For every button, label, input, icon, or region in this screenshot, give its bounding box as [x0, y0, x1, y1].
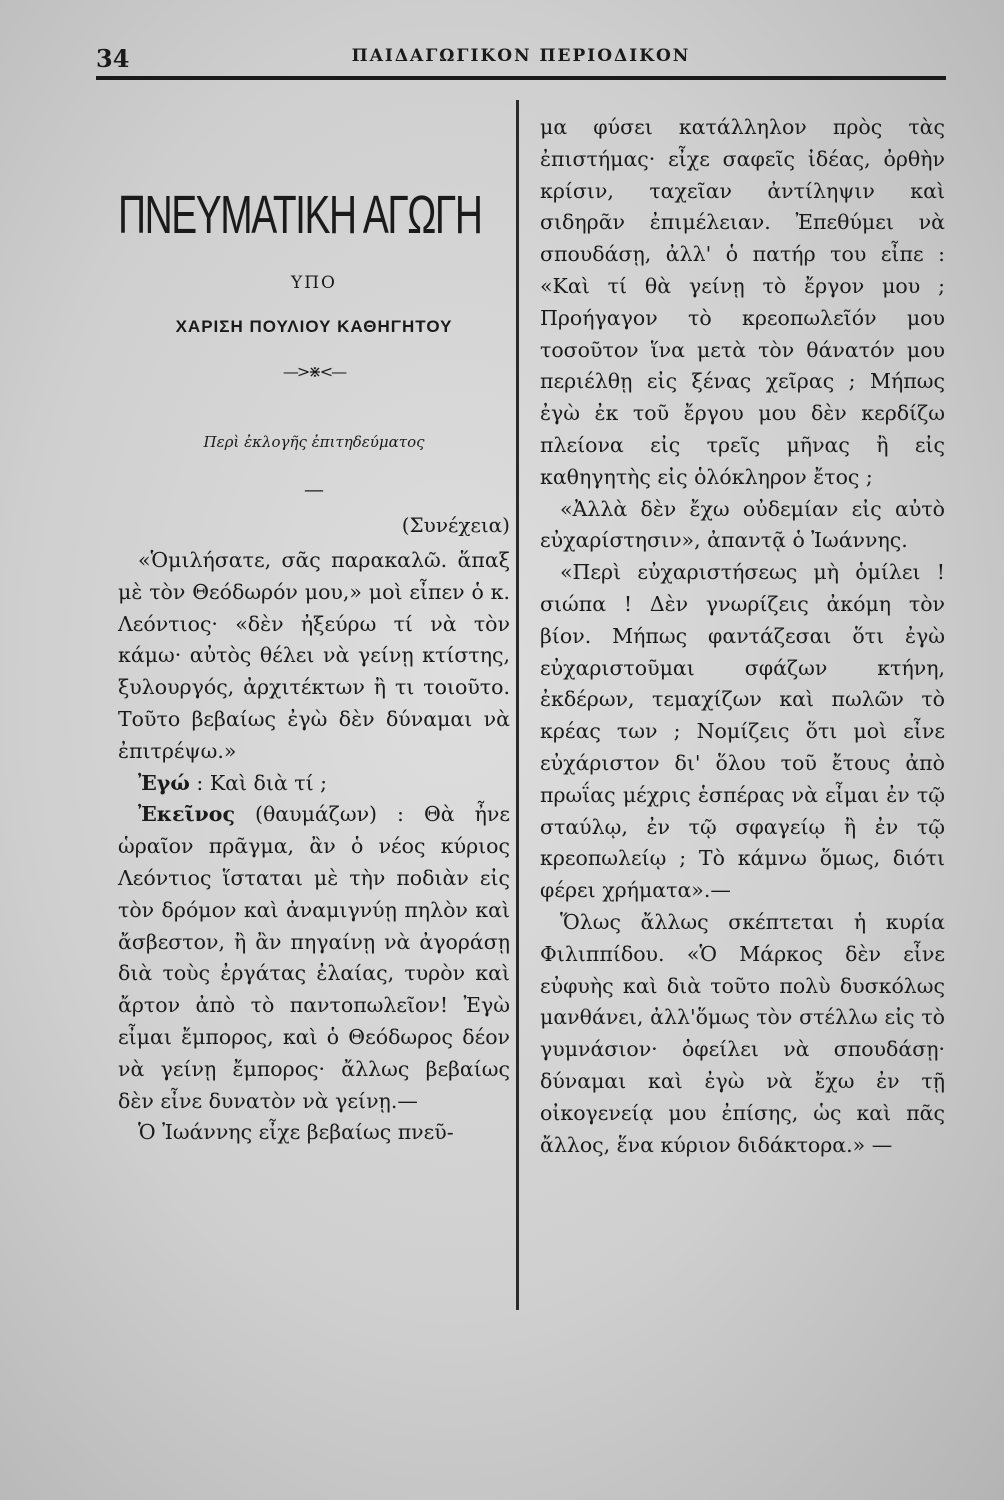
continued-label: (Συνέχεια): [401, 513, 510, 537]
column-divider: [516, 100, 519, 1310]
left-body-text: [118, 545, 510, 1149]
section-dash: —: [304, 477, 324, 501]
paragraph: μα φύσει κατάλληλον πρὸς τὰς ἐπιστήμας· εἶχε σαφεῖς ἰδέας, ὀρθὴν κρίσιν, ταχεῖαν ἀντίληψιν καὶ σιδηρᾶν ἐπιμέλειαν. Ἐπεθύμει νὰ σπουδάσῃ, ἀλλ' ὁ πατήρ του εἶπε : «Καὶ τί θὰ γείνῃ τὸ ἔργον μου ; Προήγαγον τὸ κρεοπωλεῖόν μου τοσοῦτον ἵνα μετὰ τὸν θάνατόν μου περιέλθῃ εἰς ξένας χεῖρας ; Μήπως ἐγὼ ἐκ τοῦ ἔργου μου δὲν κερδίζω πλείονα εἰς τρεῖς μῆνας ἢ εἰς καθηγητὴς εἰς ὁλόκληρον ἔτος ;: [540, 115, 945, 489]
article-subtitle: Περὶ ἐκλογῆς ἐπιτηδεύματος: [203, 433, 425, 451]
author-name: ΧΑΡΙΣΗ ΠΟΥΛΙΟΥ ΚΑΘΗΓΗΤΟΥ: [175, 317, 453, 336]
left-column: [118, 180, 510, 1149]
dialogue-text: (θαυμάζων) : Θὰ ἦνε ὡραῖον πρᾶγμα, ἂν ὁ νέος κύριος Λεόντιος ἵσταται μὲ τὴν ποδιὰν εἰς τὸν δρόμον καὶ ἀναμιγνύῃ πηλὸν καὶ ἄσβεστον, ἢ ἂν πηγαίνῃ νὰ ἀγοράσῃ διὰ τοὺς ἐργάτας ἐλαίας, τυρὸν καὶ ἄρτον ἀπὸ τὸ παντοπωλεῖον! Ἐγὼ εἶμαι ἔμπορος, καὶ ὁ Θεόδωρος δέον νὰ γείνῃ ἔμπορος· ἄλλως βεβαίως δὲν εἶνε δυνατὸν νὰ γείνῃ.—: [118, 802, 510, 1113]
running-head: ΠΑΙΔΑΓΩΓΙΚΟΝ ΠΕΡΙΟΔΙΚΟΝ: [351, 46, 691, 66]
page-number: 34: [96, 44, 130, 73]
page-header: [96, 40, 946, 74]
ornament-divider: —>⋇<—: [282, 362, 346, 381]
paragraph: Ὅλως ἄλλως σκέπτεται ἡ κυρία Φιλιππίδου. «Ὁ Μάρκος δὲν εἶνε εὐφυὴς καὶ διὰ τοῦτο πολὺ δυσκόλως μανθάνει, ἀλλ'ὅμως τὸν στέλλω εἰς τὸ γυμνάσιον· ὀφείλει νὰ σπουδάσῃ· δύναμαι καὶ ἐγὼ νὰ ἔχω ἐν τῇ οἰκογενείᾳ μου ἐπίσης, ὡς καὶ πᾶς ἄλλος, ἕνα κύριον διδάκτορα.» —: [540, 909, 945, 1157]
paragraph: «Περὶ εὐχαριστήσεως μὴ ὁμίλει ! σιώπα ! Δὲν γνωρίζεις ἀκόμη τὸν βίον. Μήπως φαντάζεσαι ὅτι ἐγὼ εὐχαριστοῦμαι σφάζων κτήνη, ἐκδέρων, τεμαχίζων καὶ πωλῶν τὸ κρέας των ; Νομίζεις ὅτι μοὶ εἶνε εὐχάριστον δι' ὅλου τοῦ ἔτους ἀπὸ πρωΐας μέχρις ἑσπέρας νὰ εἶμαι ἐν τῷ σταύλῳ, ἐν τῷ σφαγείῳ ἢ ἐν τῷ κρεοπωλείῳ ; Τὸ κάμνω ὅμως, διότι φέρει χρήματα».—: [540, 560, 945, 903]
byline-by: ΥΠΟ: [291, 273, 337, 293]
paragraph: «Ἀλλὰ δὲν ἔχω οὐδεμίαν εἰς αὐτὸ εὐχαρίστησιν», ἀπαντᾷ ὁ Ἰωάννης.: [540, 496, 945, 553]
speaker-name: Ἐγώ: [138, 770, 190, 795]
dialogue-line: [118, 768, 510, 800]
dialogue-text: : Καὶ διὰ τί ;: [189, 770, 328, 795]
dialogue-line: [118, 799, 510, 1117]
right-column: [540, 112, 945, 1161]
header-rule: [96, 76, 946, 80]
paragraph: «Ὁμιλήσατε, σᾶς παρακαλῶ. ἅπαξ μὲ τὸν Θεόδωρόν μου,» μοὶ εἶπεν ὁ κ. Λεόντιος· «δὲν ἠξεύρω τί νὰ τὸν κάμω· αὐτὸς θέλει νὰ γείνῃ κτίστης, ξυλουργός, ἀρχιτέκτων ἢ τι τοιοῦτο. Τοῦτο βεβαίως ἐγὼ δὲν δύναμαι νὰ ἐπιτρέψω.»: [118, 548, 510, 763]
article-title: ΠΝΕΥΜΑΤΙΚΗ ΑΓΩΓΗ: [118, 185, 482, 245]
paragraph: Ὁ Ἰωάννης εἶχε βεβαίως πνεῦ-: [138, 1120, 454, 1145]
speaker-name: Ἐκεῖνος: [138, 802, 235, 827]
